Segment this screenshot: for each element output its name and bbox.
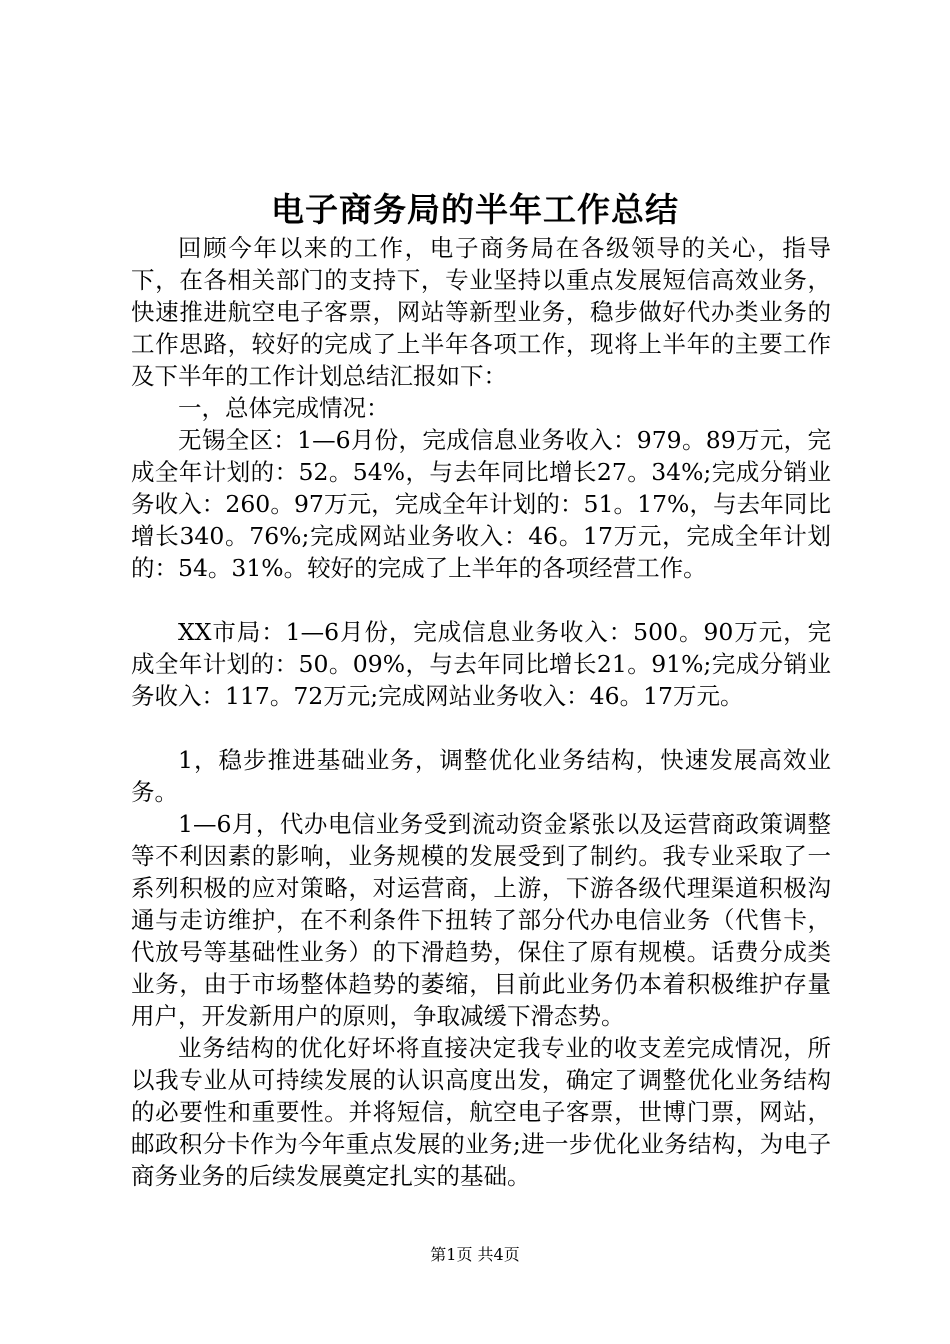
- paragraph-intro: 回顾今年以来的工作，电子商务局在各级领导的关心，指导下，在各相关部门的支持下，专业坚持以重点发展短信高效业务，快速推进航空电子客票，网站等新型业务，稳步做好代办类业务的工作思路，较好的完成了上半年各项工作，现将上半年的主要工作及下半年的工作计划总结汇报如下：: [131, 234, 831, 390]
- paragraph-agency-business: 1—6月，代办电信业务受到流动资金紧张以及运营商政策调整等不利因素的影响，业务规模的发展受到了制约。我专业采取了一系列积极的应对策略，对运营商，上游，下游各级代理渠道积极沟通与走访维护，在不利条件下扭转了部分代办电信业务（代售卡，代放号等基础性业务）的下滑趋势，保住了原有规模。话费分成类业务，由于市场整体趋势的萎缩，目前此业务仍本着积极维护存量用户，开发新用户的原则，争取减缓下滑态势。: [131, 810, 831, 1030]
- page-footer: 第1页 共4页: [430, 1245, 520, 1264]
- document-body: [131, 232, 831, 1192]
- blank-line: [131, 584, 831, 616]
- paragraph-city-bureau: XX市局：1—6月份，完成信息业务收入：500。90万元，完成全年计划的：50。09%，与去年同比增长21。91%;完成分销业务收入：117。72万元;完成网站业务收入：46。17万元。: [131, 618, 831, 710]
- document-title: 电子商务局的半年工作总结: [271, 190, 679, 229]
- blank-line: [131, 712, 831, 744]
- paragraph-wuxi: 无锡全区：1—6月份，完成信息业务收入：979。89万元，完成全年计划的：52。54%，与去年同比增长27。34%;完成分销业务收入：260。97万元，完成全年计划的：51。17%，与去年同比增长340。76%;完成网站业务收入：46。17万元，完成全年计划的：54。31%。较好的完成了上半年的各项经营工作。: [131, 426, 831, 582]
- section-heading-overall: 一，总体完成情况：: [178, 394, 390, 422]
- section-heading-1: 1，稳步推进基础业务，调整优化业务结构，快速发展高效业务。: [131, 746, 831, 806]
- paragraph-structure-optimization: 业务结构的优化好坏将直接决定我专业的收支差完成情况，所以我专业从可持续发展的认识高度出发，确定了调整优化业务结构的必要性和重要性。并将短信，航空电子客票，世博门票，网站，邮政积分卡作为今年重点发展的业务;进一步优化业务结构，为电子商务业务的后续发展奠定扎实的基础。: [131, 1034, 831, 1190]
